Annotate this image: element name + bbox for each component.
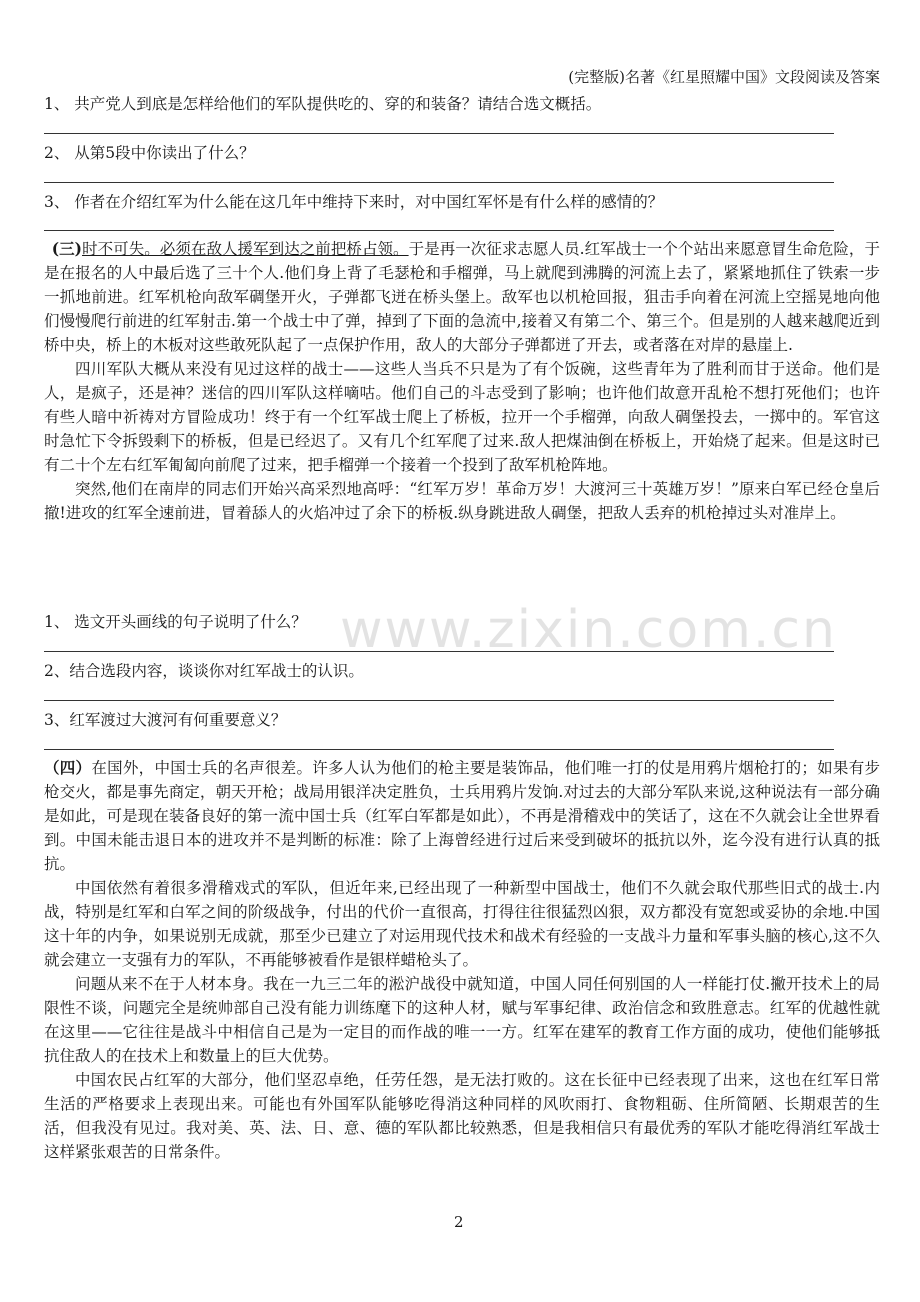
watermark: www.zixin.com.cn	[340, 600, 837, 660]
section-4-passage	[44, 756, 880, 1164]
section-3-passage	[44, 237, 880, 525]
s3-paragraph-1: 于是再一次征求志愿人员.红军战士一个个站出来愿意冒生命危险，于是在报名的人中最后选了三十个人.他们身上背了毛瑟枪和手榴弹，马上就爬到沸腾的河流上去了，紧紧地抓住了铁索一步一抓地前进。红军机枪向敌军碉堡开火，子弹都飞迸在桥头堡上。敌军也以机枪回报，狙击手向着在河流上空摇晃地向他们慢慢爬行前进的红军射击.第一个战士中了弹，掉到了下面的急流中,接着又有第二个、第三个。但是别的人越来越爬近到桥中央，桥上的木板对这些敢死队起了一点保护作用，敌人的大部分子弹都迸了开去，或者落在对岸的悬崖上.	[44, 240, 880, 354]
section-3-label: (三)	[51, 239, 83, 258]
page-header: (完整版)名著《红星照耀中国》文段阅读及答案	[568, 68, 880, 86]
s4-paragraph-2: 中国依然有着很多滑稽戏式的军队，但近年来,已经出现了一种新型中国战士，他们不久就会取代那些旧式的战士.内战，特别是红军和白军之间的阶级战争，付出的代价一直很高，打得往往很猛烈凶狠，双方都没有宽恕或妥协的余地.中国这十年的内争，如果说别无成就，那至少已建立了对运用现代技术和战术有经验的一支战斗力量和军事头脑的核心,这不久就会建立一支强有力的军队，不再能够被看作是银样蜡枪头了。	[44, 879, 880, 969]
section-4-label: （四）	[44, 758, 92, 777]
s3-question-3: 3、红军渡过大渡河有何重要意义？	[44, 711, 287, 729]
answer-line	[44, 230, 834, 231]
answer-line	[44, 749, 834, 750]
answer-line	[44, 700, 834, 701]
answer-line	[44, 133, 834, 134]
s3-question-2: 2、结合选段内容，谈谈你对红军战士的认识。	[44, 662, 364, 680]
page-number: 2	[454, 1213, 464, 1231]
underlined-sentence: 时不可失。必须在敌人援军到达之前把桥占领。	[82, 240, 409, 258]
s4-paragraph-4: 中国农民占红军的大部分，他们坚忍卓绝，任劳任怨，是无法打败的。这在长征中已经表现了出来，这也在红军日常生活的严格要求上表现出来。可能也有外国军队能够吃得消这种同样的风吹雨打、食物粗砺、住所简陋、长期艰苦的生活，但我没有见过。我对美、英、法、日、意、德的军队都比较熟悉，但是我相信只有最优秀的军队才能吃得消红军战士这样紧张艰苦的日常条件。	[44, 1071, 880, 1161]
s3-paragraph-2: 四川军队大概从来没有见过这样的战士——这些人当兵不只是为了有个饭碗，这些青年为了胜利而甘于送命。他们是人，是疯子，还是神？迷信的四川军队这样嘀咕。他们自己的斗志受到了影响；也许他们故意开乱枪不想打死他们；也许有些人暗中祈祷对方冒险成功！终于有一个红军战士爬上了桥板，拉开一个手榴弹，向敌人碉堡投去，一掷中的。军官这时急忙下令拆毁剩下的桥板，但是已经迟了。又有几个红军爬了过来.敌人把煤油倒在桥板上，开始烧了起来。但是这时已有二十个左右红军匍匐向前爬了过来，把手榴弹一个接着一个投到了敌军机枪阵地。	[44, 360, 880, 474]
s3-question-1: 1、 选文开头画线的句子说明了什么？	[44, 613, 307, 631]
answer-line	[44, 182, 834, 183]
s4-paragraph-3: 问题从来不在于人材本身。我在一九三二年的淞沪战役中就知道，中国人同任何别国的人一样能打仗.撇开技术上的局限性不谈，问题完全是统帅部自己没有能力训练麾下的这种人材，赋与军事纪律、政治信念和致胜意志。红军的优越性就在这里——它往往是战斗中相信自己是为一定目的而作战的唯一一方。红军在建军的教育工作方面的成功，使他们能够抵抗住敌人的在技术上和数量上的巨大优势。	[44, 975, 880, 1065]
s2-question-3: 3、 作者在介绍红军为什么能在这几年中维持下来时，对中国红军怀是有什么样的感情的？	[44, 193, 664, 211]
s2-question-1: 1、 共产党人到底是怎样给他们的军队提供吃的、穿的和装备？请结合选文概括。	[44, 95, 602, 113]
s4-paragraph-1: 在国外，中国士兵的名声很差。许多人认为他们的枪主要是装饰品，他们唯一打的仗是用鸦片烟枪打的；如果有步枪交火，都是事先商定，朝天开枪；战局用银洋决定胜负，士兵用鸦片发饷.对过去的大部分军队来说,这种说法有一部分确是如此，可是现在装备良好的第一流中国士兵（红军白军都是如此），不再是滑稽戏中的笑话了，这在不久就会让全世界看到。中国未能击退日本的进攻并不是判断的标准：除了上海曾经进行过后来受到破坏的抵抗以外，迄今没有进行认真的抵抗。	[44, 759, 880, 873]
s3-paragraph-3: 突然,他们在南岸的同志们开始兴高采烈地高呼：“红军万岁！革命万岁！大渡河三十英雄万岁！”原来白军已经仓皇后撤!进攻的红军全速前进，冒着舔人的火焰冲过了余下的桥板.纵身跳进敌人碉堡，把敌人丢弃的机枪掉过头对准岸上。	[44, 480, 880, 522]
s2-question-2: 2、 从第5段中你读出了什么？	[44, 144, 255, 162]
